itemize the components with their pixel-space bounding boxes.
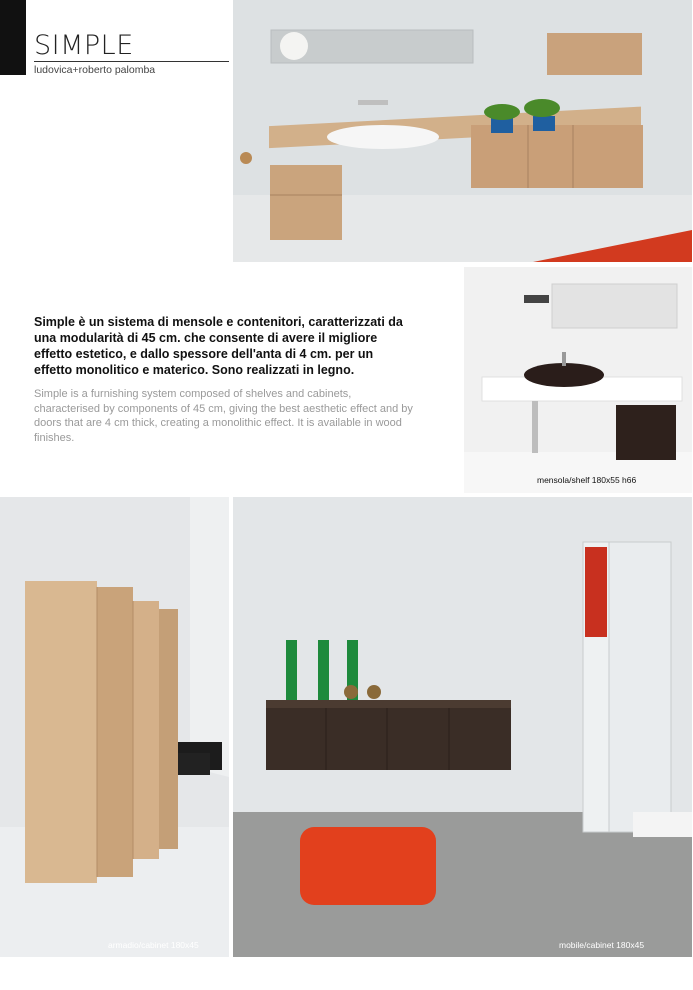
- caption-mobile: mobile/cabinet 180x45: [559, 940, 645, 950]
- photo-shelf-bathroom: [233, 0, 692, 262]
- photo-wall-cabinet-pouf: [233, 497, 692, 957]
- english-description: Simple is a furnishing system composed of shelves and cabinets, characterised by components of 45 cm, giving the best aesthetic effect and by doors that are 4 cm thick, creating a monolithic effect. It is available in wood finishes.: [34, 388, 413, 444]
- photo-shelf-black-basin: [464, 267, 692, 493]
- black-corner-tab: [0, 0, 26, 75]
- page-title: SIMPLE: [34, 30, 134, 61]
- caption-shelf: mensola/shelf 180x55 h66: [537, 475, 637, 485]
- caption-armadio: armadio/cabinet 180x45: [108, 940, 199, 950]
- designer-credit: ludovica+roberto palomba: [34, 64, 156, 76]
- photo-tall-cabinets: [0, 497, 229, 957]
- italian-description: Simple è un sistema di mensole e contenitori, caratterizzati da una modularità di 45 cm. che consente di avere il migliore effetto estetico, e dallo spessore dell'anta di 4 cm. per un effetto monolitico e materico. Sono realizzati in legno.: [34, 315, 403, 377]
- title-rule: [34, 61, 229, 62]
